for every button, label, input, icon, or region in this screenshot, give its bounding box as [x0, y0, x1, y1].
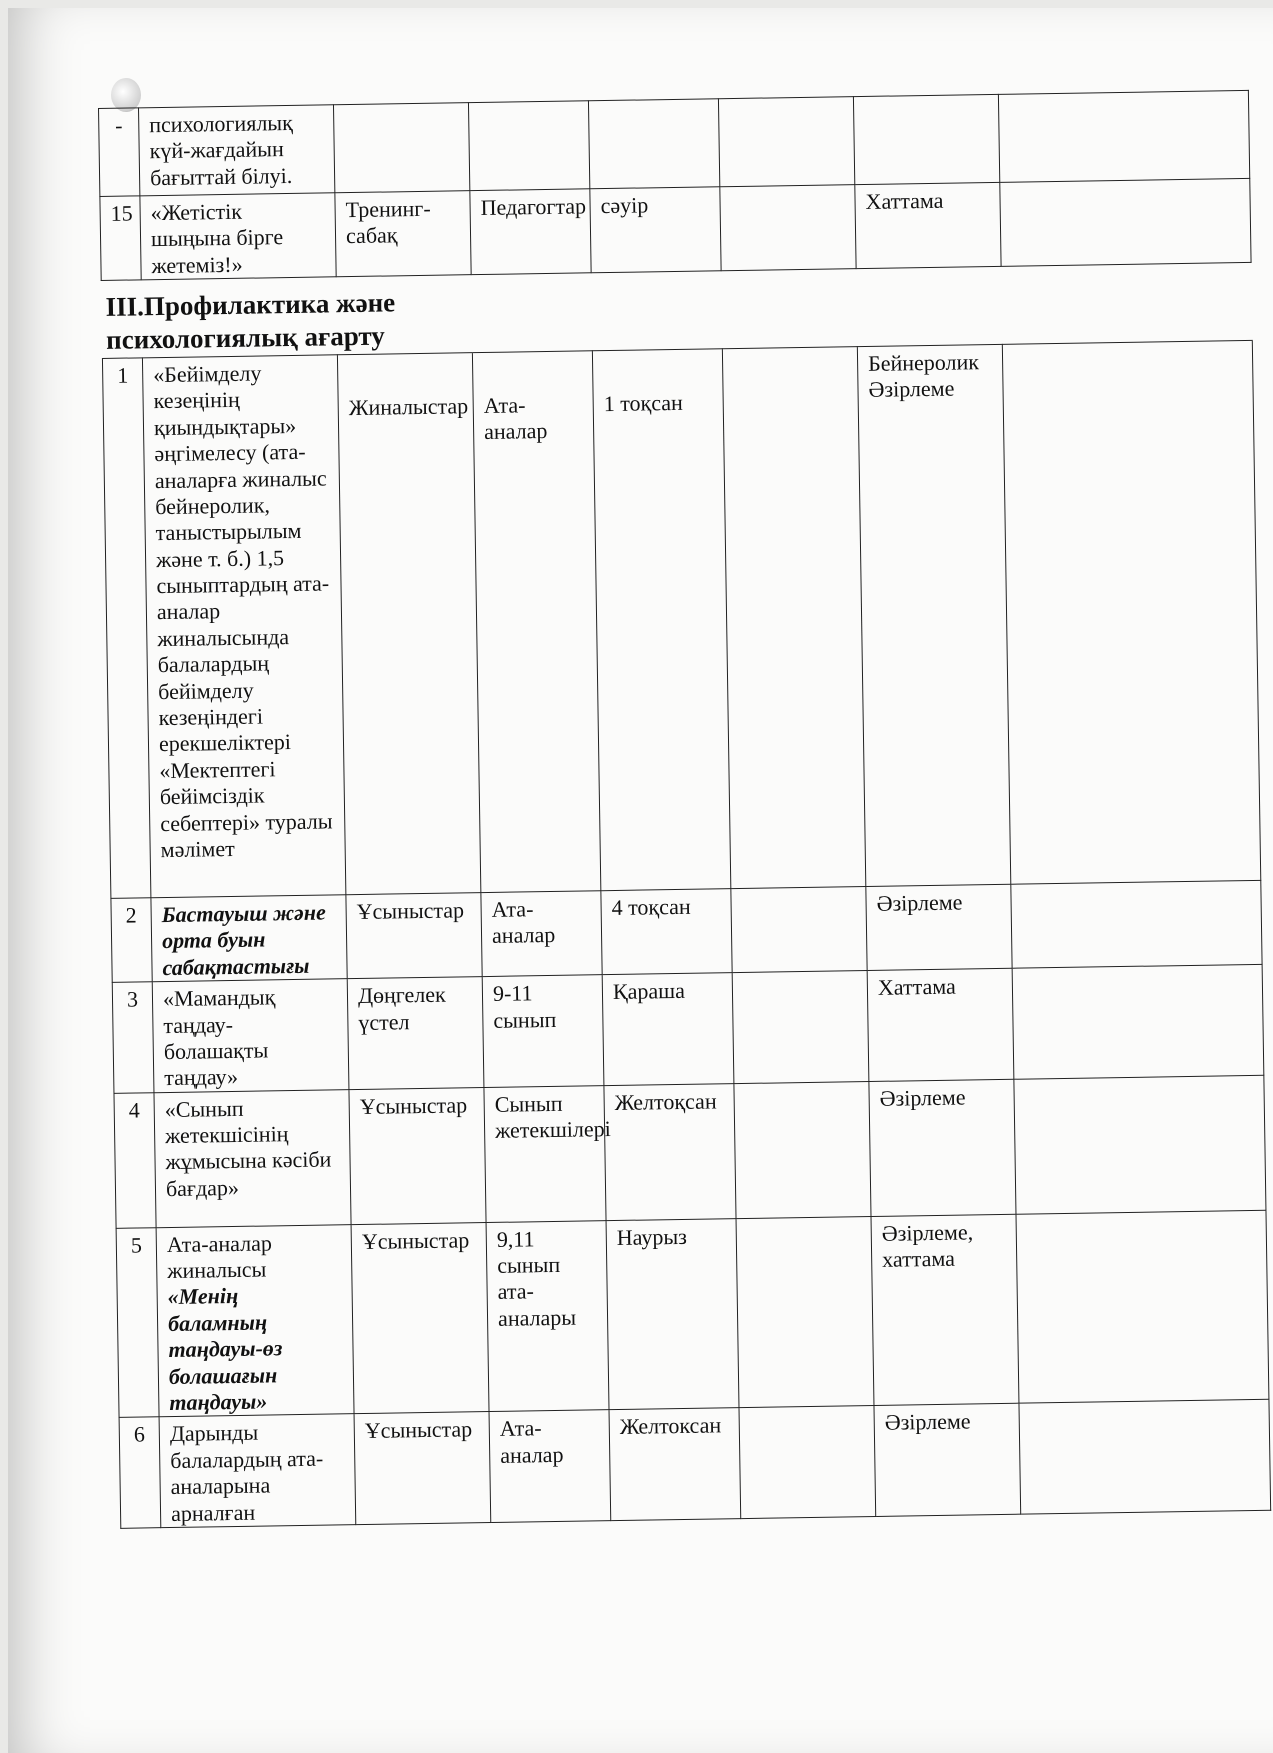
section-title: ІІІ.Профилактика және психологиялық ағарту: [101, 275, 472, 359]
row-audience: Ата-аналар: [481, 891, 602, 977]
row-theme-plain: Ата-аналар жиналысы: [166, 1230, 273, 1284]
row-responsible: [720, 185, 856, 271]
row-period: 1 тоқсан: [592, 349, 730, 891]
row-responsible: [736, 1216, 874, 1408]
row-responsible: [732, 971, 869, 1084]
row-form: Ұсыныстар: [351, 1222, 489, 1414]
table-row: [114, 1075, 1266, 1228]
row-audience: Сынып жетекшілері: [484, 1085, 606, 1222]
row-period: 4 тоқсан: [601, 889, 732, 975]
row-number: 2: [111, 898, 152, 983]
row-audience: Ата-аналар: [472, 351, 600, 893]
row-number: 3: [112, 982, 154, 1093]
row-form: [333, 103, 469, 193]
row-result: Бейнеролик Әзірлеме: [857, 344, 1010, 886]
row-period: Желтоқсан: [604, 1083, 736, 1220]
row-theme: «Жетістік шыңына бірге жетеміз!»: [140, 193, 336, 280]
row-theme: психологиялық күй-жағдайын бағыттай білуі.: [139, 105, 335, 196]
row-extra: [1019, 1400, 1271, 1514]
scanned-page: [8, 8, 1273, 1753]
row-form: Ұсыныстар: [354, 1412, 491, 1525]
row-period: Желтоксан: [609, 1408, 741, 1521]
table-row: [116, 1210, 1269, 1418]
plan-table: [98, 90, 1271, 1529]
row-extra: [1002, 340, 1260, 884]
row-number: 5: [116, 1227, 159, 1417]
row-period: Наурыз: [606, 1218, 739, 1410]
row-extra: [1012, 964, 1264, 1078]
table-row: [112, 964, 1264, 1093]
row-responsible: [718, 97, 854, 187]
row-result: Хаттама: [867, 968, 1014, 1081]
row-form: Ұсыныстар: [346, 893, 482, 979]
row-form: Дөңгелек үстел: [347, 977, 484, 1090]
row-number: -: [99, 108, 140, 197]
row-extra: [998, 90, 1249, 182]
row-extra: [1011, 880, 1262, 968]
table-row: [102, 340, 1260, 898]
row-form: Тренинг-сабақ: [335, 191, 471, 277]
row-responsible: [739, 1406, 876, 1519]
row-extra: [1014, 1075, 1266, 1214]
row-period: сәуір: [590, 187, 721, 273]
row-result: Әзірлеме: [869, 1079, 1016, 1216]
row-period: [588, 99, 719, 189]
table-row: [119, 1400, 1271, 1529]
row-result: [853, 94, 999, 184]
row-theme: «Сынып жетекшісінің жұмысына кәсіби бағдар»: [154, 1089, 351, 1227]
row-form: Ұсыныстар: [349, 1087, 486, 1224]
row-number: 15: [100, 196, 141, 281]
row-audience: Педагогтар: [470, 189, 591, 275]
row-responsible: [722, 347, 865, 889]
row-audience: 9-11 сынып: [482, 975, 604, 1087]
row-number: 6: [119, 1417, 161, 1528]
row-period: Қараша: [602, 973, 734, 1086]
row-audience: 9,11 сынып ата-аналары: [486, 1220, 609, 1412]
row-theme-bold: «Менің баламның таңдауы-өз болашағын таңдауы»: [167, 1283, 283, 1416]
row-audience: [468, 101, 589, 191]
row-form: Жиналыстар: [337, 353, 480, 895]
row-result: Әзірлеме: [874, 1404, 1021, 1517]
row-number: 4: [114, 1092, 156, 1228]
row-theme: Бастауыш және орта буын сабақтастығы: [151, 895, 347, 982]
row-result: Әзірлеме: [866, 884, 1012, 970]
row-theme: Дарынды балалардың ата-аналарына арналған: [159, 1414, 356, 1528]
row-extra: [1000, 178, 1251, 266]
row-extra: [1016, 1210, 1269, 1404]
row-responsible: [734, 1081, 871, 1218]
row-theme: «Бейімделу кезеңінің қиындықтары» әңгімелесу (ата-аналарға жиналыс бейнеролик, таныстырылым және т. б.) 1,5 сыныптардың ата-аналар жиналысында балалардың бейімделу кезеңіндегі ерекшеліктері «Мектептегі бейімсіздік себептері» туралы мәлімет: [142, 355, 345, 898]
row-theme: [156, 1224, 354, 1417]
row-result: Хаттама: [855, 182, 1001, 268]
row-theme: «Мамандық таңдау- болашақты таңдау»: [152, 979, 349, 1093]
row-audience: Ата-аналар: [489, 1410, 611, 1522]
row-number: 1: [102, 358, 150, 899]
row-responsible: [731, 886, 867, 972]
row-result: Әзірлеме, хаттама: [871, 1214, 1019, 1406]
